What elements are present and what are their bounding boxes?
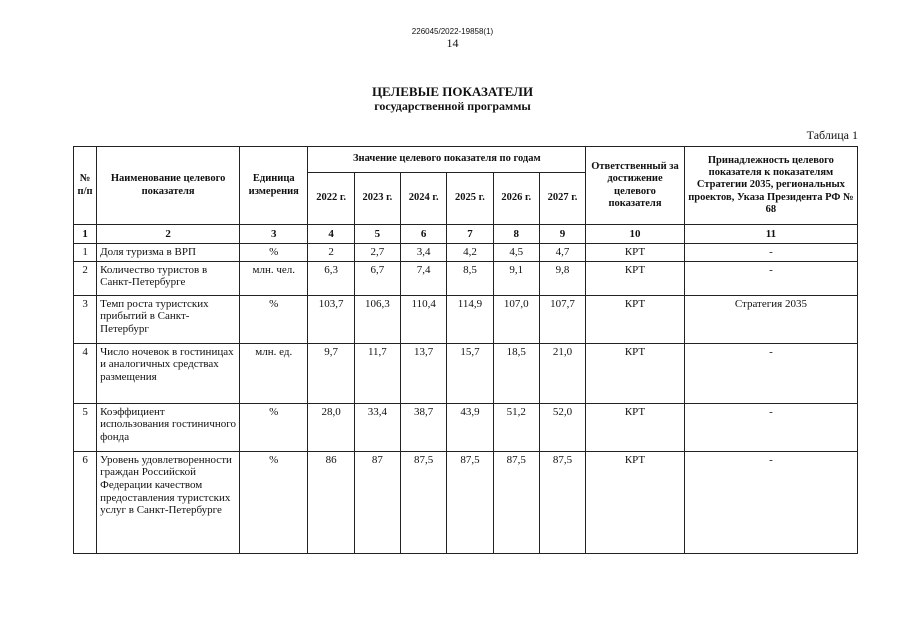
value-2026: 87,5 (493, 451, 539, 553)
value-2022: 28,0 (308, 403, 354, 451)
column-index: 11 (684, 225, 857, 244)
value-2027: 9,8 (539, 261, 585, 295)
value-2025: 87,5 (447, 451, 493, 553)
value-2025: 114,9 (447, 295, 493, 343)
value-2026: 51,2 (493, 403, 539, 451)
header-name: Наименование целевого показателя (97, 147, 240, 225)
value-2022: 103,7 (308, 295, 354, 343)
responsible: КРТ (586, 244, 685, 262)
unit: % (240, 295, 308, 343)
value-2026: 4,5 (493, 244, 539, 262)
value-2027: 107,7 (539, 295, 585, 343)
value-2023: 6,7 (354, 261, 400, 295)
value-2023: 33,4 (354, 403, 400, 451)
value-2026: 107,0 (493, 295, 539, 343)
column-index: 10 (586, 225, 685, 244)
header-year: 2022 г. (308, 173, 354, 225)
value-2026: 9,1 (493, 261, 539, 295)
value-2024: 3,4 (401, 244, 447, 262)
header-year: 2026 г. (493, 173, 539, 225)
header-year: 2024 г. (401, 173, 447, 225)
strategy: - (684, 244, 857, 262)
table-row (74, 343, 858, 403)
value-2025: 4,2 (447, 244, 493, 262)
header-responsible: Ответственный за достижение целевого показателя (586, 147, 685, 225)
header-unit: Единица измерения (240, 147, 308, 225)
column-index: 3 (240, 225, 308, 244)
responsible: КРТ (586, 343, 685, 403)
row-num: 4 (74, 343, 97, 403)
document-id: 226045/2022-19858(1) (411, 27, 494, 36)
value-2024: 110,4 (401, 295, 447, 343)
column-index: 5 (354, 225, 400, 244)
value-2025: 43,9 (447, 403, 493, 451)
header-year: 2025 г. (447, 173, 493, 225)
indicator-name: Число ночевок в гостиницах и аналогичных средствах размещения (97, 343, 240, 403)
header-num: № п/п (74, 147, 97, 225)
row-num: 6 (74, 451, 97, 553)
value-2024: 7,4 (401, 261, 447, 295)
column-index: 9 (539, 225, 585, 244)
strategy: - (684, 403, 857, 451)
responsible: КРТ (586, 403, 685, 451)
strategy: - (684, 451, 857, 553)
column-index: 4 (308, 225, 354, 244)
value-2026: 18,5 (493, 343, 539, 403)
page-number: 14 (446, 36, 459, 50)
row-num: 1 (74, 244, 97, 262)
value-2022: 9,7 (308, 343, 354, 403)
table-row (74, 244, 858, 262)
column-index: 2 (97, 225, 240, 244)
value-2022: 6,3 (308, 261, 354, 295)
value-2024: 87,5 (401, 451, 447, 553)
responsible: КРТ (586, 295, 685, 343)
column-index: 6 (401, 225, 447, 244)
page-subtitle: государственной программы (374, 99, 531, 113)
value-2023: 87 (354, 451, 400, 553)
header-year: 2027 г. (539, 173, 585, 225)
table-row (74, 451, 858, 553)
strategy: Стратегия 2035 (684, 295, 857, 343)
table-label: Таблица 1 (806, 128, 858, 142)
unit: % (240, 244, 308, 262)
row-num: 3 (74, 295, 97, 343)
target-indicators-table (73, 146, 858, 554)
table-row (74, 295, 858, 343)
value-2027: 4,7 (539, 244, 585, 262)
page-title: ЦЕЛЕВЫЕ ПОКАЗАТЕЛИ (371, 84, 534, 99)
row-num: 2 (74, 261, 97, 295)
row-num: 5 (74, 403, 97, 451)
value-2024: 38,7 (401, 403, 447, 451)
unit: млн. чел. (240, 261, 308, 295)
table-row (74, 261, 858, 295)
table-row (74, 403, 858, 451)
header-year: 2023 г. (354, 173, 400, 225)
value-2025: 15,7 (447, 343, 493, 403)
strategy: - (684, 261, 857, 295)
value-2024: 13,7 (401, 343, 447, 403)
indicator-name: Уровень удовлетворенности граждан Российской Федерации качеством предоставления туристских услуг в Санкт-Петербурге (97, 451, 240, 553)
indicator-name: Коэффициент использования гостиничного фонда (97, 403, 240, 451)
column-index: 8 (493, 225, 539, 244)
indicator-name: Количество туристов в Санкт-Петербурге (97, 261, 240, 295)
unit: % (240, 451, 308, 553)
value-2022: 86 (308, 451, 354, 553)
column-index-row (74, 225, 858, 244)
strategy: - (684, 343, 857, 403)
header-values-group: Значение целевого показателя по годам (308, 147, 586, 173)
value-2023: 106,3 (354, 295, 400, 343)
column-index: 7 (447, 225, 493, 244)
value-2023: 2,7 (354, 244, 400, 262)
value-2025: 8,5 (447, 261, 493, 295)
value-2027: 52,0 (539, 403, 585, 451)
column-index: 1 (74, 225, 97, 244)
value-2022: 2 (308, 244, 354, 262)
unit: % (240, 403, 308, 451)
header-strategy: Принадлежность целевого показателя к показателям Стратегии 2035, региональных проектов, Указа Президента РФ № 68 (684, 147, 857, 225)
responsible: КРТ (586, 451, 685, 553)
value-2023: 11,7 (354, 343, 400, 403)
unit: млн. ед. (240, 343, 308, 403)
value-2027: 21,0 (539, 343, 585, 403)
indicator-name: Темп роста туристских прибытий в Санкт-Петербург (97, 295, 240, 343)
value-2027: 87,5 (539, 451, 585, 553)
responsible: КРТ (586, 261, 685, 295)
indicator-name: Доля туризма в ВРП (97, 244, 240, 262)
